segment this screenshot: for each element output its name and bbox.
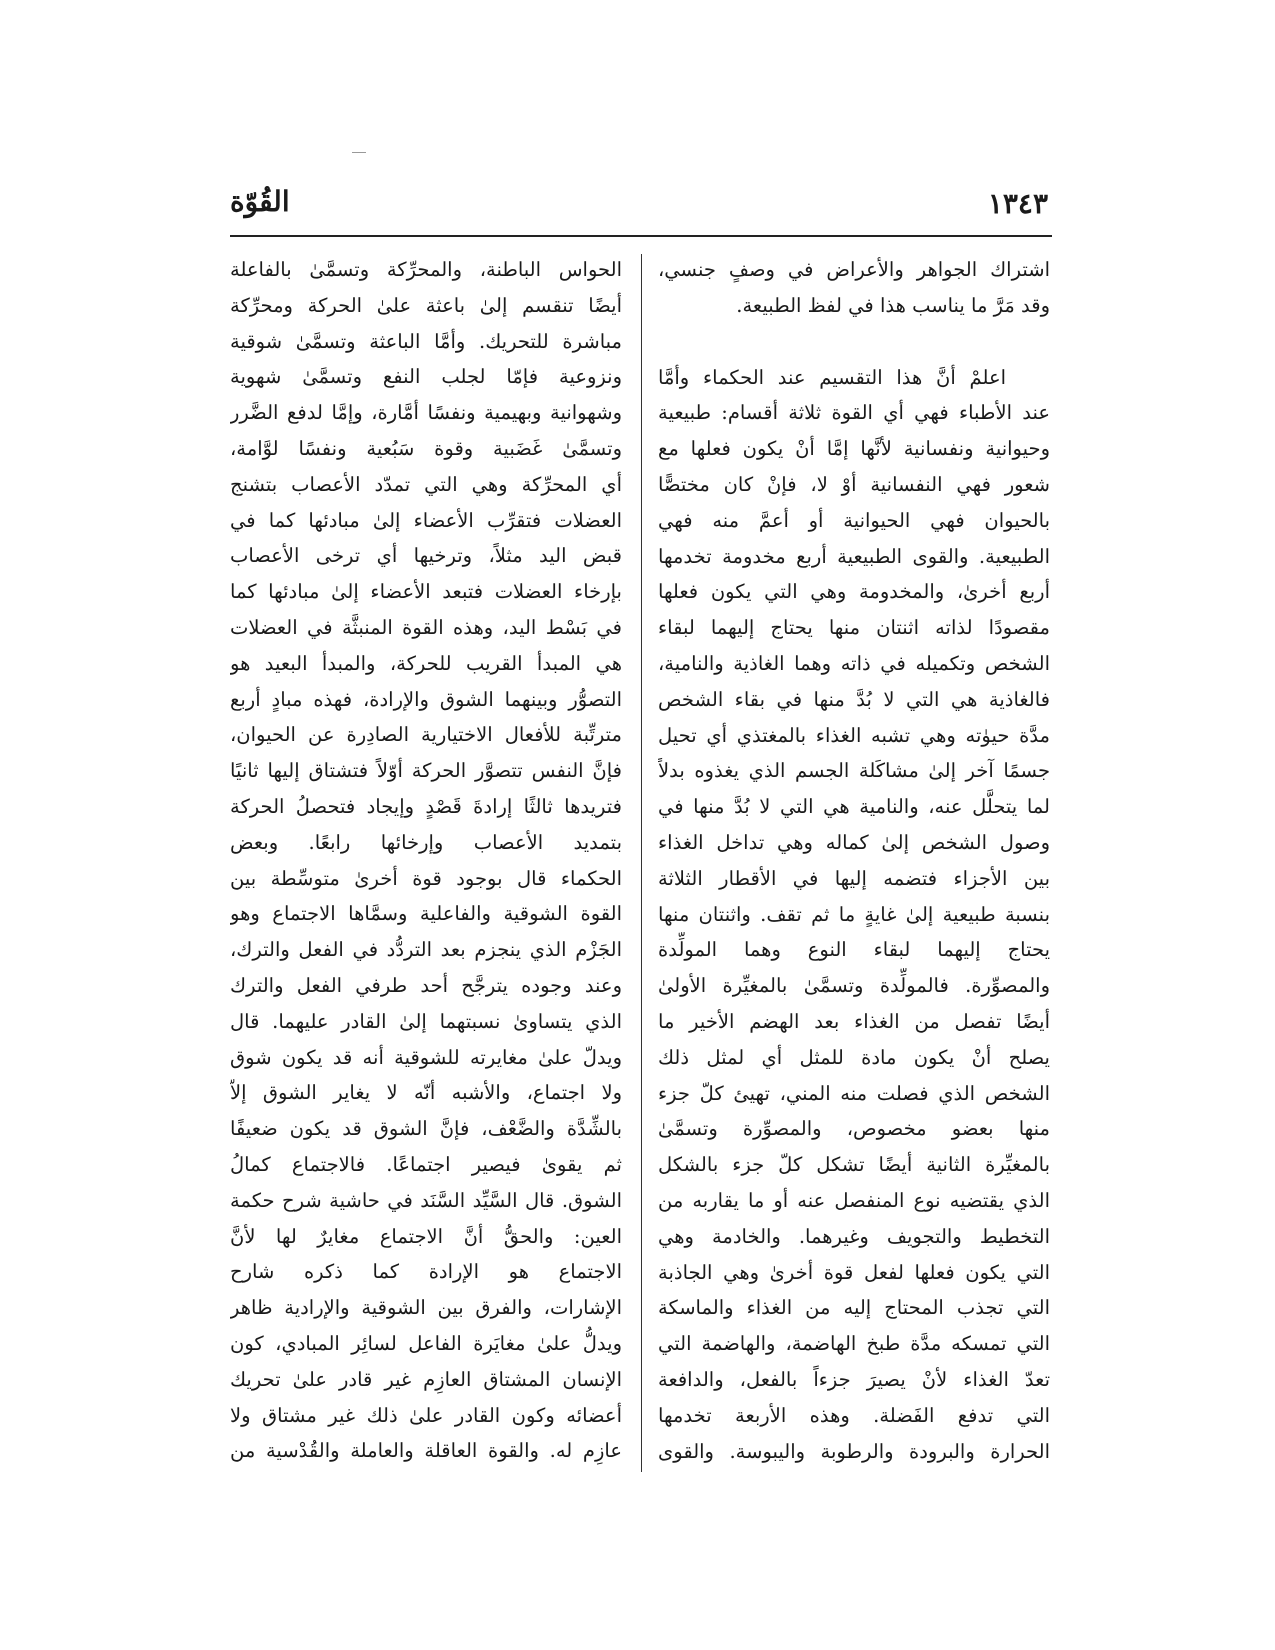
text-line: جسمًا آخر إلىٰ مشاكَلة الجسم الذي يغذوه بدلاً [658,759,1050,783]
text-line: الذي يقتضيه نوع المنفصل عنه أو ما يقاربه من [658,1188,1050,1212]
text-line: بالحيوان فهي الحيوانية أو أعمَّ منه فهي [658,508,1050,532]
text-line [658,1469,1050,1472]
text-line: وصول الشخص إلىٰ كماله وهي تداخل الغذاء [658,830,1050,854]
page-header [230,183,1050,227]
text-line: وتسمَّىٰ غَضَبية وقوة سَبُعية ونفسًا لوَّامة، [230,436,622,460]
text-line: اشتراك الجواهر والأعراض في وصفٍ جنسي، [658,258,1050,281]
text-line: قبض اليد مثلاً، وترخيها أي ترخى الأعصاب [230,544,622,568]
text-line: عازِم له. والقوة العاقلة والعاملة والقُدْسية من [230,1439,622,1463]
text-line: ولا اجتماع، والأشبه أنّه لا يغاير الشوق إلاّ [230,1081,622,1105]
text-line: الحرارة والبرودة والرطوبة واليبوسة. والقوى [658,1439,1050,1463]
text-line: وشهوانية وبهيمية ونفسًا أمَّارة، وإمَّا لدفع الضَّرر [230,401,622,425]
text-line: فتريدها ثالثًا إرادةَ قَصْدٍ وإيجاد فتحصلُ الحركة [230,794,622,818]
text-line: ويدلُّ علىٰ مغايَرة الفاعل لسائِر المبادي، كون [230,1331,622,1355]
right-column [658,252,1050,1472]
text-line: الاجتماع هو الإرادة كما ذكره شارح [230,1260,622,1284]
text-line: التي يكون فعلها لفعل قوة أخرىٰ وهي الجاذبة [658,1260,1050,1284]
text-line: أيضًا تنقسم إلىٰ باعثة علىٰ الحركة ومحرِّكة [230,293,622,317]
text-line: بإرخاء العضلات فتبعد الأعضاء إلىٰ مبادئها كما [230,580,622,604]
text-line: ونزوعية فإمّا لجلب النفع وتسمَّىٰ شهوية [230,365,622,389]
text-line: وعند وجوده يترجَّح أحد طرفي الفعل والترك [230,973,622,997]
text-line [230,1469,622,1472]
text-line: الإشارات، والفرق بين الشوقية والإرادية ظاهر [230,1296,622,1320]
running-title: القُوّة [230,185,290,218]
scan-mark [352,152,366,153]
text-line: والمصوِّرة. فالمولِّدة وتسمَّىٰ بالمغيِّرة الأولىٰ [658,974,1050,998]
text-line: مباشرة للتحريك. وأمَّا الباعثة وتسمَّىٰ شوقية [230,329,622,353]
text-line: الحكماء قال بوجود قوة أخرىٰ متوسِّطة بين [230,866,622,890]
text-line: مدَّة حيوٰته وهي تشبه الغذاء بالمغتذي أي تحيل [658,723,1050,747]
text-line: التي تمسكه مدَّة طبخ الهاضمة، والهاضمة التي [658,1332,1050,1356]
text-line: يحتاج إليهما لبقاء النوع وهما المولِّدة [658,938,1050,962]
text-line: مقصودًا لذاته اثنتان منها يحتاج إليهما لبقاء [658,616,1050,640]
text-line: تعدّ الغذاء لأنْ يصيرَ جزءاً بالفعل، والدافعة [658,1367,1050,1391]
text-line: التصوُّر وبينهما الشوق والإرادة، فهذه مبادٍ أربع [230,687,622,711]
text-line: الطبيعية. والقوى الطبيعية أربع مخدومة تخدمها [658,544,1050,568]
text-line: يصلح أنْ يكون مادة للمثل أي لمثل ذلك [658,1045,1050,1069]
text-line: التي تدفع الفَضلة. وهذه الأربعة تخدمها [658,1403,1050,1427]
text-line: بين الأجزاء فتضمه إليها في الأقطار الثلاثة [658,866,1050,890]
text-line: وقد مَرَّ ما يناسب هذا في لفظ الطبيعة. [736,293,1050,317]
text-line: الجَزْم الذي ينجزم بعد التردُّد في الفعل والترك، [230,938,622,962]
text-line: ويدلّ علىٰ مغايرته للشوقية أنه قد يكون شوق [230,1045,622,1069]
text-line: لما يتحلَّل عنه، والنامية هي التي لا بُدَّ منها في [658,795,1050,819]
paragraph-gap [658,324,1050,360]
text-line: القوة الشوقية والفاعلية وسمَّاها الاجتماع وهو [230,902,622,926]
text-line: اعلمْ أنَّ هذا التقسيم عند الحكماء وأمَّا [658,365,1006,389]
text-line: في بَسْط اليد، وهذه القوة المنبثَّة في العضلات [230,615,622,639]
text-line: أيضًا تفصل من الغذاء بعد الهضم الأخير ما [658,1009,1050,1033]
text-line: التخطيط والتجويف وغيرهما. والخادمة وهي [658,1224,1050,1248]
text-line: فإنَّ النفس تتصوَّر الحركة أوّلاً فتشتاق إليها ثانيًا [230,759,622,783]
text-line: بالشِّدَّة والضَّعْف، فإنَّ الشوق قد يكون ضعيفًا [230,1117,622,1141]
text-line: فالغاذية هي التي لا بُدَّ منها في بقاء الشخص [658,687,1050,711]
text-line: الشخص الذي فصلت منه المني، تهيئ كلّ جزء [658,1081,1050,1105]
text-line: الشوق. قال السَّيِّد السَّنَد في حاشية شرح حكمة [230,1188,622,1212]
text-line: أربع أخرىٰ، والمخدومة وهي التي يكون فعلها [658,580,1050,604]
text-line: عند الأطباء فهي أي القوة ثلاثة أقسام: طبيعية [658,401,1050,425]
text-line: ثم يقوىٰ فيصير اجتماعًا. فالاجتماع كمالُ [230,1152,622,1176]
text-line: الإنسان المشتاق العازِم غير قادر علىٰ تحريك [230,1367,622,1391]
text-line: بنسبة طبيعية إلىٰ غايةٍ ما ثم تقف. واثنتان منها [658,902,1050,926]
text-line: وحيوانية ونفسانية لأنَّها إمَّا أنْ يكون فعلها مع [658,437,1050,461]
text-line: التي تجذب المحتاج إليه من الغذاء والماسكة [658,1296,1050,1320]
text-line: هي المبدأ القريب للحركة، والمبدأ البعيد هو [230,651,622,675]
left-column [230,252,622,1472]
text-line: مترتِّبة للأفعال الاختيارية الصادِرة عن الحيوان، [230,723,622,747]
text-line: الحواس الباطنة، والمحرِّكة وتسمَّىٰ بالفاعلة [230,258,622,281]
text-line: العضلات فتقرِّب الأعضاء إلىٰ مبادئها كما في [230,508,622,532]
text-line: أعضائه وكون القادر علىٰ ذلك غير مشتاق ولا [230,1403,622,1427]
page-number: ١٣٤٣ [987,187,1048,220]
text-line: بتمديد الأعصاب وإرخائها رابعًا. وبعض [230,830,622,854]
text-line: شعور فهي النفسانية أوْ لا، فإنْ كان مختصًّا [658,472,1050,496]
text-line: أي المحرِّكة وهي التي تمدّد الأعصاب بتشنج [230,472,622,496]
text-line: الذي يتساوىٰ نسبتهما إلىٰ القادر عليهما. قال [230,1009,622,1033]
text-line: بالمغيِّرة الثانية أيضًا تشكل كلّ جزء بالشكل [658,1153,1050,1177]
text-line: منها بعضو مخصوص، والمصوِّرة وتسمَّىٰ [658,1117,1050,1141]
text-line: الشخص وتكميله في ذاته وهما الغاذية والنامية، [658,651,1050,675]
header-rule [230,235,1052,237]
column-divider [641,254,642,1472]
text-line: العين: والحقُّ أنَّ الاجتماع مغايرٌ لها لأنَّ [230,1224,622,1248]
